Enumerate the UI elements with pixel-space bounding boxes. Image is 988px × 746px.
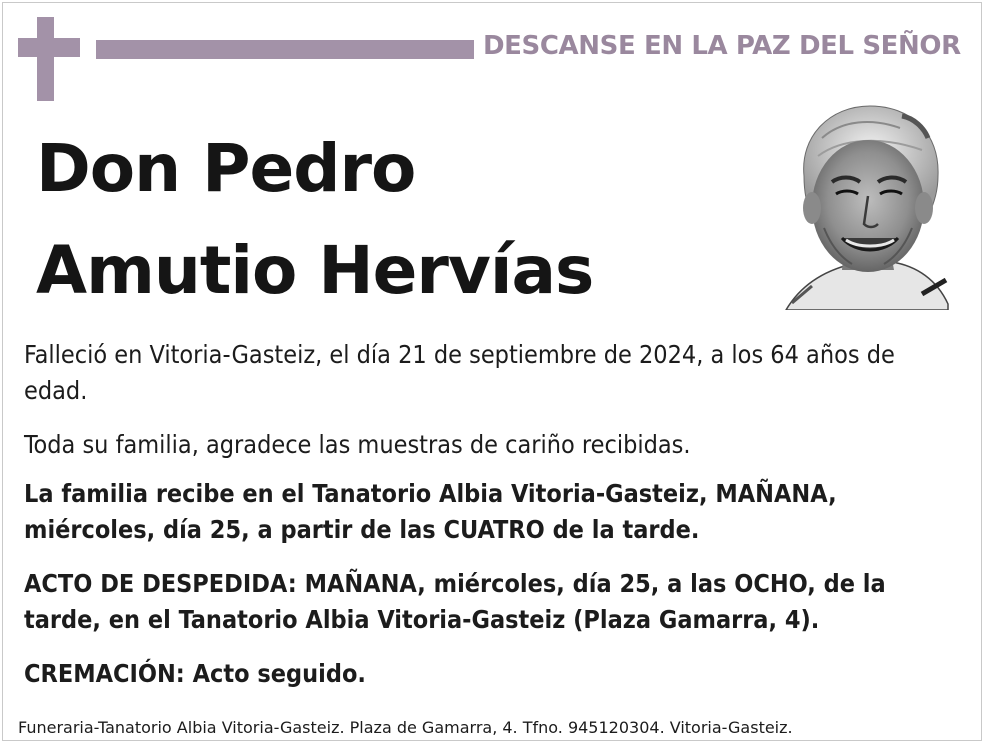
wake-info-paragraph: La familia recibe en el Tanatorio Albia Vitoria-Gasteiz, MAÑANA, miércoles, día 25, a partir de las CUATRO de la tarde. [24, 479, 837, 544]
header-divider-bar [96, 40, 474, 59]
cross-horizontal-bar [18, 38, 80, 57]
deceased-name-line-2: Amutio Hervías [36, 232, 594, 309]
portrait-photo [782, 98, 950, 310]
header-title: DESCANSE EN LA PAZ DEL SEÑOR [483, 31, 961, 61]
death-notice-paragraph: Falleció en Vitoria-Gasteiz, el día 21 de septiembre de 2024, a los 64 años de edad. [24, 340, 895, 405]
farewell-ceremony-paragraph: ACTO DE DESPEDIDA: MAÑANA, miércoles, día 25, a las OCHO, de la tarde, en el Tanatorio Albia Vitoria-Gasteiz (Plaza Gamarra, 4). [24, 569, 886, 634]
family-thanks-paragraph: Toda su familia, agradece las muestras de cariño recibidas. [24, 430, 691, 459]
cremation-paragraph: CREMACIÓN: Acto seguido. [24, 659, 366, 688]
cross-vertical-bar [37, 17, 54, 101]
deceased-name-line-1: Don Pedro [36, 130, 416, 207]
funeral-home-footer: Funeraria-Tanatorio Albia Vitoria-Gasteiz. Plaza de Gamarra, 4. Tfno. 945120304. Vitoria-Gasteiz. [18, 718, 793, 737]
